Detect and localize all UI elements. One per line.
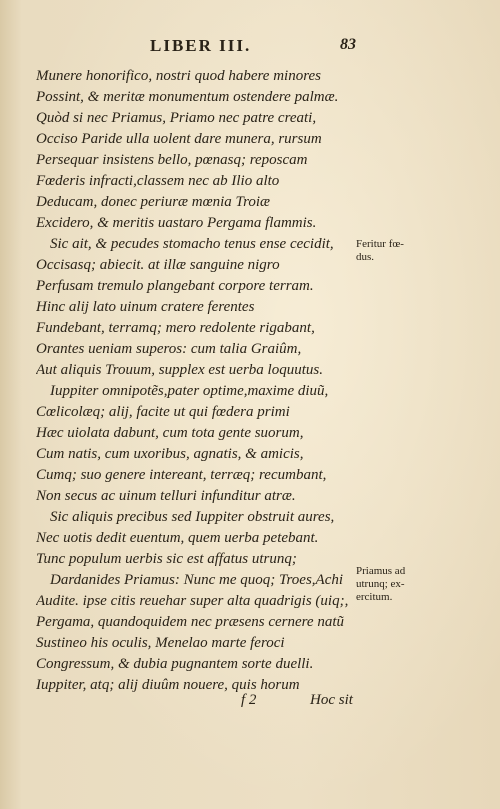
- verse-line: Sic aliquis precibus sed Iuppiter obstruit aures,: [50, 509, 335, 525]
- verse-text-block: [36, 66, 356, 696]
- marginal-note-line: Priamus ad: [356, 565, 406, 577]
- verse-line: Audite. ipse citis reuehar super alta quadrigis (uiq;,: [36, 593, 349, 609]
- marginal-note: [356, 238, 446, 264]
- verse-line: Hinc alij lato uinum cratere ferentes: [36, 299, 255, 315]
- verse-line: Munere honorifico, nostri quod habere minores: [36, 68, 321, 84]
- verse-line: Deducam, donec periuræ mœnia Troiæ: [36, 194, 271, 210]
- folio-number: 83: [340, 36, 356, 53]
- verse-line: Nec uotis dedit euentum, quem uerba petebant.: [36, 530, 319, 546]
- marginal-note-line: ercitum.: [356, 591, 393, 603]
- verse-line: Occisasq; abiecit. at illæ sanguine nigro: [36, 257, 280, 273]
- verse-line: Hæc uiolata dabunt, cum tota gente suorum,: [36, 425, 304, 441]
- verse-line: Dardanides Priamus: Nunc me quoq; Troes,Achi: [50, 572, 344, 588]
- verse-line: Aut aliquis Trouum, supplex est uerba loquutus.: [36, 362, 323, 378]
- signature-mark: f 2: [241, 692, 257, 708]
- verse-line: Occiso Paride ulla uolent dare munera, rursum: [36, 131, 322, 147]
- running-head: LIBER III.: [150, 36, 252, 55]
- catchword: Hoc sit: [310, 692, 353, 708]
- page-header: [0, 36, 500, 60]
- verse-line: Iuppiter, atq; alij diuûm nouere, quis horum: [36, 677, 300, 693]
- verse-line: Tunc populum uerbis sic est affatus utrunq;: [36, 551, 297, 567]
- verse-line: Congressum, & dubia pugnantem sorte duelli.: [36, 656, 314, 672]
- verse-line: Fundebant, terramq; mero redolente rigabant,: [36, 320, 315, 336]
- page-footer: [0, 692, 500, 712]
- verse-line: Orantes ueniam superos: cum talia Graiûm,: [36, 341, 302, 357]
- verse-line: Quòd si nec Priamus, Priamo nec patre creati,: [36, 110, 317, 126]
- verse-line: Iuppiter omnipotẽs,pater optime,maxime diuũ,: [50, 383, 329, 399]
- verse-line: Possint, & meritæ monumentum ostendere palmæ.: [36, 89, 339, 105]
- verse-line: Excidero, & meritis uastaro Pergama flammis.: [36, 215, 317, 231]
- verse-line: Cum natis, cum uxoribus, agnatis, & amicis,: [36, 446, 304, 462]
- verse-line: Sic ait, & pecudes stomacho tenus ense cecidit,: [50, 236, 334, 252]
- verse-line: Cumq; suo genere intereant, terræq; recumbant,: [36, 467, 327, 483]
- marginal-note-line: utrunq; ex-: [356, 578, 405, 590]
- verse-line: Persequar insistens bello, pœnasq; reposcam: [36, 152, 308, 168]
- verse-line: Fœderis infracti,classem nec ab Ilio alto: [36, 173, 280, 189]
- verse-line: Sustineo his oculis, Menelao marte feroci: [36, 635, 285, 651]
- verse-line: Perfusam tremulo plangebant corpore terram.: [36, 278, 314, 294]
- verse-line: Cœlicolæq; alij, facite ut qui fœdera primi: [36, 404, 290, 420]
- verse-line: Non secus ac uinum telluri infunditur atræ.: [36, 488, 296, 504]
- marginal-note-line: dus.: [356, 251, 375, 263]
- marginal-note-line: Feritur fœ-: [356, 238, 404, 250]
- verse-line: Pergama, quandoquidem nec præsens cernere natũ: [36, 614, 344, 630]
- marginal-note: [356, 565, 446, 604]
